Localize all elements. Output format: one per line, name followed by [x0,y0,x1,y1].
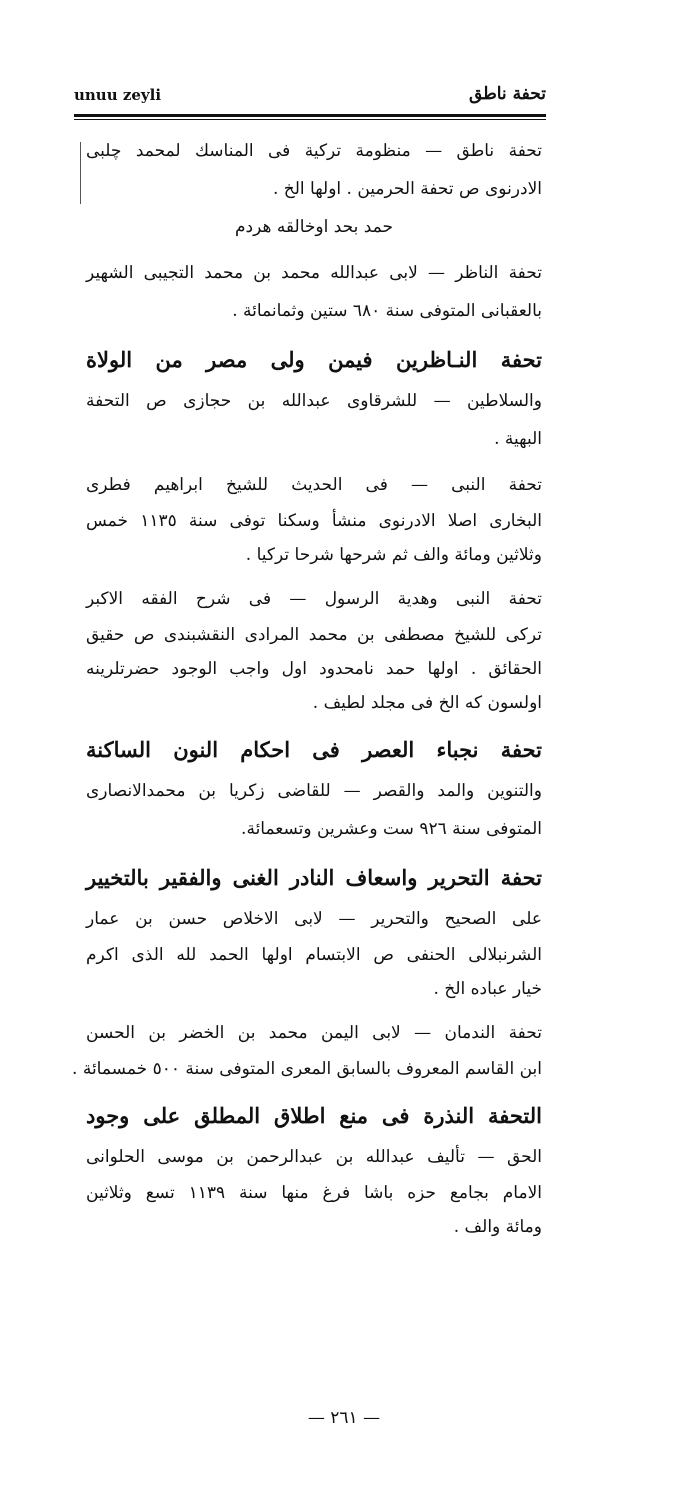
dictionary-entries [72,132,542,1252]
entry-tuhfat-natiq [86,132,542,246]
entry-line: تركى للشيخ مصطفى بن محمد المرادى النقشبندى ص حقيق [86,625,542,645]
entry-al-tuhfa-al-nadhira [86,1094,542,1244]
entry-line: تحفة النبى — فى الحديث للشيخ ابراهيم فطرى [86,475,542,495]
entry-line: التحفة النذرة فى منع اطلاق المطلق على وجود [86,1103,542,1128]
entry-tuhfat-al-nabi-wa-hadiyyat [86,580,542,720]
entry-line: تحفة النـاظرين فيمن ولى مصر من الولاة [86,347,542,372]
margin-mark [80,142,81,204]
header-rule-thick [74,114,546,117]
entry-line: البهية . [494,429,542,449]
entry-tuhfat-al-nabi [86,466,542,572]
entry-line: تحفة ناطق — منظومة تركية فى المناسك لمحمد چلبى [86,141,542,161]
entry-tuhfat-al-tahrir [86,856,542,1006]
entry-line: تحفة الندمان — لابى اليمن محمد بن الخضر بن الحسن [86,1023,542,1043]
entry-tuhfat-al-nazir [86,254,542,330]
entry-tuhfat-nujaba [86,728,542,848]
entry-line: والتنوين والمد والقصر — للقاضى زكريا بن محمدالانصارى [86,781,542,801]
entry-line: والسلاطين — للشرقاوى عبدالله بن حجازى ص التحفة [86,391,542,411]
entry-line: تحفة النبى وهدية الرسول — فى شرح الفقه الاكبر [86,589,542,609]
entry-line: الادرنوى ص تحفة الحرمين . اولها الخ . [272,179,542,199]
entry-line: على الصحيح والتحرير — لابى الاخلاص حسن بن عمار [86,909,542,929]
entry-line: خيار عباده الخ . [433,979,542,999]
entry-line: تحفة التحرير واسعاف النادر الغنى والفقير بالتخيير [86,865,542,890]
entry-line: ابن القاسم المعروف بالسابق المعرى المتوفى سنة ٥٠٠ خمسمائة . [72,1059,542,1079]
entry-line: ومائة والف . [453,1217,542,1237]
entry-line: المتوفى سنة ٩٢٦ ست وعشرين وتسعمائة. [241,819,542,839]
entry-line: بالعقبانى المتوفى سنة ٦٨٠ ستين وثمانمائة . [232,301,542,321]
entry-line: الحقائق . اولها حمد نامحدود اول واجب الوجود حضرتلرينه [86,659,542,679]
entry-line: تحفة نجباء العصر فى احكام النون الساكنة [86,737,542,762]
header-rule-thin [74,119,546,120]
header-right-text: تحفة ناطق [469,84,546,104]
entry-line: الامام بجامع حزه باشا فرغ منها سنة ١١٣٩ تسع وثلاثين [86,1183,542,1203]
header-left-text: unuu zeyli [74,86,162,104]
entry-line: تحفة الناظر — لابى عبدالله محمد بن محمد التجيبى الشهير [86,263,542,283]
entry-tuhfat-al-nudman [72,1014,542,1086]
entry-line: وثلاثين ومائة والف ثم شرحها شرحا تركيا . [245,545,542,565]
entry-line: حمد بحد اوخالقه هردم [234,217,394,237]
entry-tuhfat-al-nazirin [86,338,542,458]
entry-line: الحق — تأليف عبدالله بن عبدالرحمن بن موسى الحلوانى [86,1147,542,1167]
entry-line: اولسون كه الخ فى مجلد لطيف . [312,693,542,713]
page-number: — ٢٦١ — [307,1408,381,1428]
page-header [74,84,546,110]
entry-line: البخارى اصلا الادرنوى منشأ وسكنا توفى سنة ١١٣٥ خمس [86,511,542,531]
entry-line: الشرنبلالى الحنفى ص الابتسام اولها الحمد لله الذى اكرم [86,945,542,965]
